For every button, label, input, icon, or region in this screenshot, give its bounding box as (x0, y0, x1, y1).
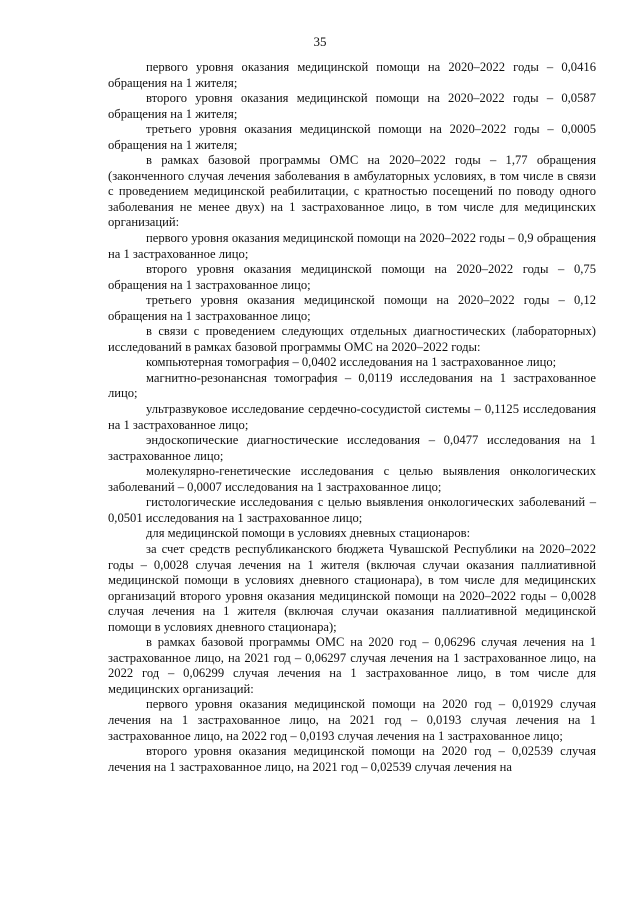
paragraph: молекулярно-генетические исследования с целью выявления онкологических заболеваний – 0,0007 исследования на 1 застрахованное лицо; (108, 464, 596, 494)
paragraph: первого уровня оказания медицинской помощи на 2020 год – 0,01929 случая лечения на 1 застрахованное лицо, на 2021 год – 0,0193 случая лечения на 1 застрахованное лицо, на 2022 год – 0,0193 случая лечения на 1 застрахованное лицо; (108, 697, 596, 743)
page-number: 35 (313, 34, 327, 49)
paragraph: второго уровня оказания медицинской помощи на 2020 год – 0,02539 случая лечения на 1 застрахованное лицо, на 2021 год – 0,02539 случая лечения на (108, 744, 596, 774)
paragraph: второго уровня оказания медицинской помощи на 2020–2022 годы – 0,0587 обращения на 1 жителя; (108, 91, 596, 121)
paragraph: для медицинской помощи в условиях дневных стационаров: (146, 526, 471, 541)
paragraph: в рамках базовой программы ОМС на 2020–2022 годы – 1,77 обращения (законченного случая лечения заболевания в амбулаторных условиях, в том числе в связи с проведением медицинской реабилитации, с кратностью посещений по поводу одного заболевания не менее двух) на 1 застрахованное лицо, в том числе для медицинских организаций: (108, 153, 596, 230)
paragraph: компьютерная томография – 0,0402 исследования на 1 застрахованное лицо; (146, 355, 557, 370)
paragraph: в рамках базовой программы ОМС на 2020 год – 0,06296 случая лечения на 1 застрахованное лицо, на 2021 год – 0,06297 случая лечения на 1 застрахованное лицо, на 2022 год – 0,06299 случая лечения на 1 застрахованное лицо, в том числе для медицинских организаций: (108, 635, 596, 696)
paragraph: первого уровня оказания медицинской помощи на 2020–2022 годы – 0,0416 обращения на 1 жителя; (108, 60, 596, 90)
paragraph: третьего уровня оказания медицинской помощи на 2020–2022 годы – 0,0005 обращения на 1 жителя; (108, 122, 596, 152)
paragraph: третьего уровня оказания медицинской помощи на 2020–2022 годы – 0,12 обращения на 1 застрахованное лицо; (108, 293, 596, 323)
paragraph: в связи с проведением следующих отдельных диагностических (лабораторных) исследований в рамках базовой программы ОМС на 2020–2022 годы: (108, 324, 596, 354)
paragraph: за счет средств республиканского бюджета Чувашской Республики на 2020–2022 годы – 0,0028 случая лечения на 1 жителя (включая случаи оказания паллиативной медицинской помощи в условиях дневного стационара), в том числе для медицинских организаций второго уровня оказания медицинской помощи на 2020–2022 годы – 0,0028 случая лечения на 1 жителя (включая случаи оказания паллиативной медицинской помощи в условиях дневного стационара); (108, 541, 596, 634)
document-body (108, 60, 596, 775)
paragraph: эндоскопические диагностические исследования – 0,0477 исследования на 1 застрахованное лицо; (108, 433, 596, 463)
paragraph: магнитно-резонансная томография – 0,0119 исследования на 1 застрахованное лицо; (108, 370, 596, 401)
paragraph: ультразвуковое исследование сердечно-сосудистой системы – 0,1125 исследования на 1 застрахованное лицо; (108, 402, 596, 432)
paragraph: первого уровня оказания медицинской помощи на 2020–2022 годы – 0,9 обращения на 1 застрахованное лицо; (108, 231, 596, 261)
paragraph: второго уровня оказания медицинской помощи на 2020–2022 годы – 0,75 обращения на 1 застрахованное лицо; (108, 262, 596, 292)
paragraph: гистологические исследования с целью выявления онкологических заболеваний – 0,0501 исследования на 1 застрахованное лицо; (108, 495, 596, 525)
